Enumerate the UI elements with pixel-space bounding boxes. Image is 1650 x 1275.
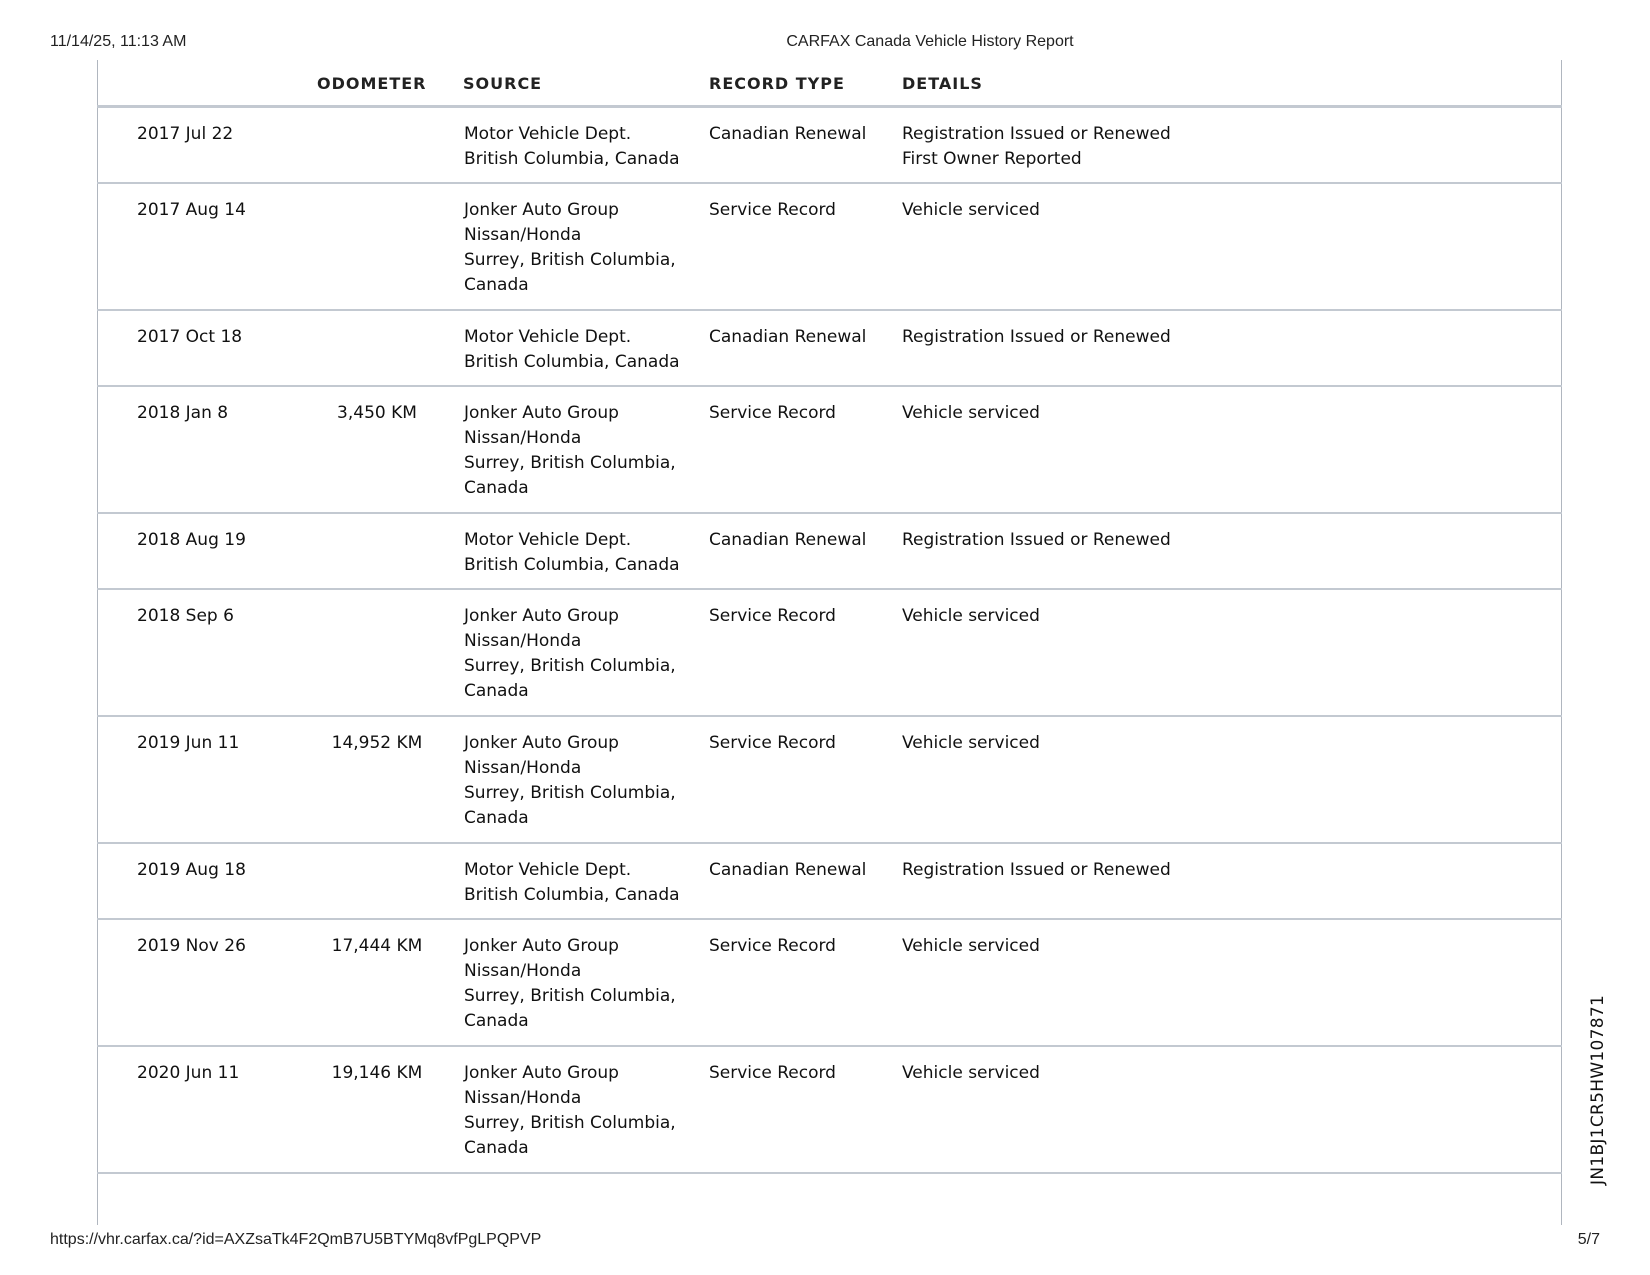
table-header: [97, 60, 1562, 108]
record-source: [464, 528, 680, 578]
details-line: First Owner Reported: [902, 149, 1082, 169]
record-date: 2018 Jan 8: [137, 403, 229, 423]
record-details: [902, 934, 1040, 959]
column-header-odometer: ODOMETER: [317, 74, 427, 93]
source-line: Motor Vehicle Dept.: [464, 860, 632, 880]
source-line: Canada: [464, 1138, 529, 1158]
source-line: Motor Vehicle Dept.: [464, 327, 632, 347]
details-line: Vehicle serviced: [902, 200, 1040, 220]
source-line: Surrey, British Columbia,: [464, 1113, 676, 1133]
source-line: Surrey, British Columbia,: [464, 986, 676, 1006]
source-line: Jonker Auto Group: [464, 733, 619, 753]
record-source: [464, 401, 676, 501]
record-type: Canadian Renewal: [709, 327, 867, 347]
source-line: British Columbia, Canada: [464, 149, 680, 169]
source-line: Canada: [464, 478, 529, 498]
source-line: Jonker Auto Group: [464, 403, 619, 423]
vehicle-history-table: [97, 60, 1562, 1174]
print-datetime: 11/14/25, 11:13 AM: [50, 33, 187, 50]
record-date: 2017 Aug 14: [137, 200, 246, 220]
details-line: Registration Issued or Renewed: [902, 327, 1171, 347]
record-source: [464, 604, 676, 704]
table-row: [97, 184, 1562, 311]
details-line: Registration Issued or Renewed: [902, 124, 1171, 144]
record-type: Canadian Renewal: [709, 860, 867, 880]
record-source: [464, 934, 676, 1034]
record-type: Service Record: [709, 403, 836, 423]
record-type: Service Record: [709, 936, 836, 956]
table-row: [97, 844, 1562, 920]
record-type: Canadian Renewal: [709, 124, 867, 144]
details-line: Vehicle serviced: [902, 936, 1040, 956]
record-date: 2019 Nov 26: [137, 936, 246, 956]
report-url-link[interactable]: https://vhr.carfax.ca/?id=AXZsaTk4F2QmB7U5BTYMq8vfPgLPQPVP: [50, 1231, 542, 1248]
record-type: Canadian Renewal: [709, 530, 867, 550]
record-details: [902, 604, 1040, 629]
record-date: 2018 Aug 19: [137, 530, 246, 550]
vin-number: JN1BJ1CR5HW107871: [1588, 994, 1608, 1185]
record-details: [902, 401, 1040, 426]
source-line: Jonker Auto Group: [464, 200, 619, 220]
record-odometer: 3,450 KM: [337, 403, 417, 423]
record-source: [464, 858, 680, 908]
record-type: Service Record: [709, 200, 836, 220]
record-date: 2017 Oct 18: [137, 327, 243, 347]
record-odometer: 17,444 KM: [331, 936, 423, 956]
record-type: Service Record: [709, 1063, 836, 1083]
table-row: [97, 590, 1562, 717]
record-date: 2018 Sep 6: [137, 606, 234, 626]
source-line: Nissan/Honda: [464, 631, 582, 651]
source-line: British Columbia, Canada: [464, 352, 680, 372]
page-number: 5/7: [1577, 1231, 1600, 1248]
record-source: [464, 1061, 676, 1161]
record-date: 2019 Jun 11: [137, 733, 240, 753]
source-line: Nissan/Honda: [464, 961, 582, 981]
details-line: Vehicle serviced: [902, 403, 1040, 423]
column-header-source: SOURCE: [463, 74, 543, 93]
source-line: Nissan/Honda: [464, 1088, 582, 1108]
source-line: British Columbia, Canada: [464, 555, 680, 575]
source-line: Nissan/Honda: [464, 225, 582, 245]
record-details: [902, 858, 1171, 883]
source-line: Jonker Auto Group: [464, 606, 619, 626]
record-type: Service Record: [709, 606, 836, 626]
source-line: Jonker Auto Group: [464, 936, 619, 956]
details-line: Vehicle serviced: [902, 733, 1040, 753]
table-row: [97, 387, 1562, 514]
table-row: [97, 311, 1562, 387]
record-source: [464, 731, 676, 831]
details-line: Vehicle serviced: [902, 1063, 1040, 1083]
source-line: Surrey, British Columbia,: [464, 783, 676, 803]
column-header-details: DETAILS: [902, 74, 983, 93]
record-type: Service Record: [709, 733, 836, 753]
source-line: Motor Vehicle Dept.: [464, 530, 632, 550]
source-line: Canada: [464, 808, 529, 828]
source-line: Surrey, British Columbia,: [464, 250, 676, 270]
details-line: Registration Issued or Renewed: [902, 860, 1171, 880]
table-row: [97, 920, 1562, 1047]
table-row: [97, 514, 1562, 590]
report-title: CARFAX Canada Vehicle History Report: [786, 33, 1074, 50]
source-line: Jonker Auto Group: [464, 1063, 619, 1083]
source-line: Surrey, British Columbia,: [464, 656, 676, 676]
table-row: [97, 717, 1562, 844]
record-details: [902, 198, 1040, 223]
record-details: [902, 122, 1171, 172]
record-source: [464, 122, 680, 172]
record-details: [902, 325, 1171, 350]
record-details: [902, 731, 1040, 756]
record-date: 2017 Jul 22: [137, 124, 234, 144]
record-date: 2020 Jun 11: [137, 1063, 240, 1083]
record-odometer: 14,952 KM: [331, 733, 423, 753]
source-line: Canada: [464, 275, 529, 295]
source-line: Nissan/Honda: [464, 758, 582, 778]
record-source: [464, 198, 676, 298]
table-row: [97, 108, 1562, 184]
source-line: Surrey, British Columbia,: [464, 453, 676, 473]
record-odometer: 19,146 KM: [331, 1063, 423, 1083]
source-line: Motor Vehicle Dept.: [464, 124, 632, 144]
column-header-record-type: RECORD TYPE: [709, 74, 845, 93]
source-line: Nissan/Honda: [464, 428, 582, 448]
table-row: [97, 1047, 1562, 1174]
record-details: [902, 1061, 1040, 1086]
details-line: Vehicle serviced: [902, 606, 1040, 626]
record-date: 2019 Aug 18: [137, 860, 246, 880]
source-line: Canada: [464, 1011, 529, 1031]
record-details: [902, 528, 1171, 553]
source-line: Canada: [464, 681, 529, 701]
record-source: [464, 325, 680, 375]
source-line: British Columbia, Canada: [464, 885, 680, 905]
details-line: Registration Issued or Renewed: [902, 530, 1171, 550]
